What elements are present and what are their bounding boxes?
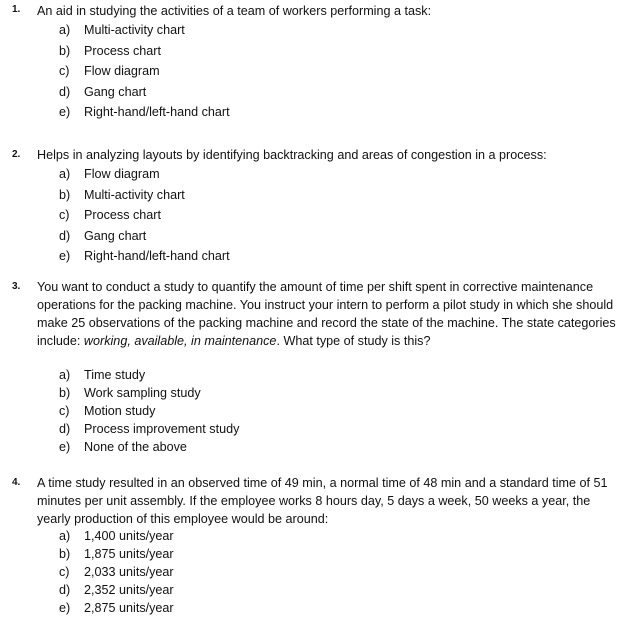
question-stem: An aid in studying the activities of a team of workers performing a task: [37,4,432,18]
question-number: 3. [12,281,21,292]
option-e: e) 2,875 units/year [59,601,174,615]
option-d: d) 2,352 units/year [59,583,174,597]
option-d: d) Gang chart [59,229,147,243]
option-c: c) Process chart [59,208,161,222]
option-a: a) Time study [59,368,146,382]
option-b: b) Multi-activity chart [59,188,185,202]
option-b: b) 1,875 units/year [59,547,174,561]
option-e: e) None of the above [59,440,187,454]
option-c: c) Motion study [59,404,156,418]
state-categories: working, available, in maintenance [83,334,277,348]
question-stem: You want to conduct a study to quantify the amount of time per shift spent in corrective maintenance operations for the packing machine. You instruct your intern to perform a pilot study in which she should make 25 observations of the packing machine and record the state of the machine. The state categories include: working, available, in maintenance. What type of study is this? [37,280,616,348]
option-d: d) Process improvement study [59,422,240,436]
option-a: a) Flow diagram [59,167,160,181]
option-a: a) 1,400 units/year [59,529,174,543]
option-a: a) Multi-activity chart [59,23,185,37]
question-stem: A time study resulted in an observed time of 49 min, a normal time of 48 min and a standard time of 51 minutes per unit assembly. If the employee works 8 hours day, 5 days a week, 50 weeks a year, the yearly production of this employee would be around: [37,476,608,526]
question-number: 1. [12,4,21,15]
option-e: e) Right-hand/left-hand chart [59,249,230,263]
question-stem: Helps in analyzing layouts by identifying backtracking and areas of congestion in a process: [37,148,547,162]
option-b: b) Work sampling study [59,386,201,400]
question-number: 2. [12,149,21,160]
question-number: 4. [12,477,21,488]
option-e: e) Right-hand/left-hand chart [59,105,230,119]
option-b: b) Process chart [59,44,161,58]
option-d: d) Gang chart [59,85,147,99]
option-c: c) Flow diagram [59,64,160,78]
option-c: c) 2,033 units/year [59,565,174,579]
